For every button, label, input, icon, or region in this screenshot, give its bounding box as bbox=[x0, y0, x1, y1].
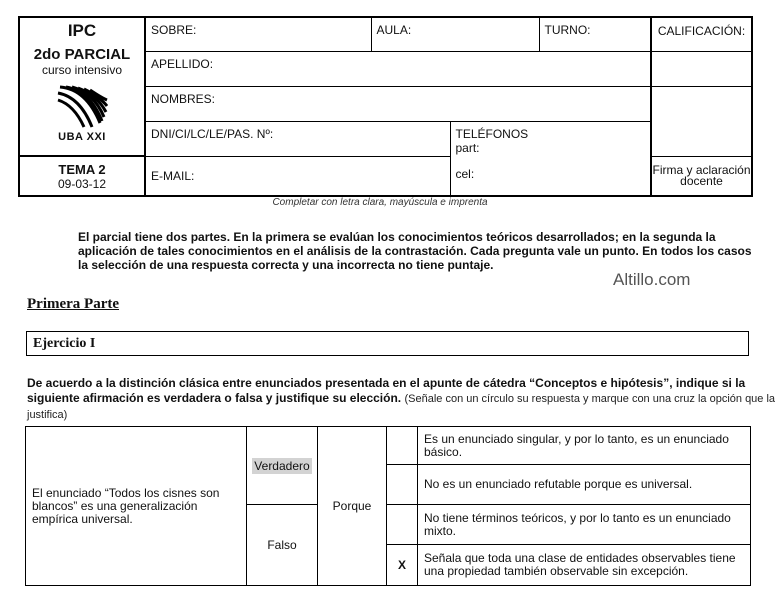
option-3-mark[interactable] bbox=[387, 505, 418, 544]
option-4-text: Señala que toda una clase de entidades observables tiene una propiedad también observable sin excepción. bbox=[418, 544, 751, 585]
firma-label: Firma y aclaración docente bbox=[651, 156, 752, 196]
option-3-text: No tiene términos teóricos, y por lo tanto es un enunciado mixto. bbox=[418, 505, 751, 544]
nombres-field[interactable]: NOMBRES: bbox=[145, 86, 651, 121]
verdadero-label: Verdadero bbox=[254, 458, 310, 473]
falso-option[interactable] bbox=[247, 505, 318, 586]
ipc-block bbox=[19, 17, 145, 156]
watermark: Altillo.com bbox=[613, 270, 691, 289]
calificacion-box[interactable] bbox=[651, 51, 752, 86]
header-form bbox=[18, 16, 753, 197]
apellido-field[interactable]: APELLIDO: bbox=[145, 51, 651, 86]
telefonos-field[interactable] bbox=[450, 121, 651, 196]
question-table bbox=[25, 426, 751, 586]
tema-label: TEMA 2 bbox=[58, 161, 106, 177]
email-field[interactable]: E-MAIL: bbox=[145, 156, 450, 196]
part-label: part: bbox=[455, 140, 480, 155]
fecha-label: 09-03-12 bbox=[57, 176, 107, 191]
ipc-title: IPC bbox=[67, 21, 97, 40]
exercise-box bbox=[26, 331, 749, 356]
form-hint: Completar con letra clara, mayúscula e imprenta bbox=[272, 197, 488, 208]
consigna-instruction: (Señale con un círculo su respuesta y marque con una cruz la opción que la justifica) bbox=[27, 393, 776, 421]
curso-label: curso intensivo bbox=[41, 63, 123, 77]
option-1-mark[interactable] bbox=[387, 427, 418, 465]
consigna-text: De acuerdo a la distinción clásica entre enunciados presentada en el apunte de cátedra “Conceptos e hipótesis”, indique si la siguiente afirmación es verdadera o falsa y justifique su elección. bbox=[27, 376, 746, 405]
uba-logo-icon bbox=[56, 83, 108, 129]
section-title: Primera Parte bbox=[27, 296, 120, 312]
option-2-text: No es un enunciado refutable porque es universal. bbox=[418, 465, 751, 505]
exercise-title: Ejercicio I bbox=[33, 336, 96, 351]
consigna bbox=[27, 376, 779, 423]
tema-block bbox=[19, 156, 145, 196]
porque-label: Porque bbox=[318, 427, 387, 586]
question-statement: El enunciado “Todos los cisnes son blancos” es una generalización empírica universal. bbox=[26, 427, 247, 586]
aula-field[interactable]: AULA: bbox=[371, 17, 539, 51]
option-1-text: Es un enunciado singular, y por lo tanto, es un enunciado básico. bbox=[418, 427, 751, 465]
option-2-mark[interactable] bbox=[387, 465, 418, 505]
option-4-mark[interactable]: X bbox=[387, 544, 418, 585]
sobre-field[interactable]: SOBRE: bbox=[145, 17, 371, 51]
verdadero-option[interactable] bbox=[247, 427, 318, 505]
cel-label: cel: bbox=[455, 166, 475, 181]
uba-logo-text: UBA XXI bbox=[58, 131, 106, 143]
intro-paragraph: El parcial tiene dos partes. En la primera se evalúan los conocimientos teóricos desarrollados; en la segunda la aplicación de tales conocimientos en el análisis de la contrastación. Cada pregunta vale un punto. En todos los casos la selección de una respuesta correcta y una incorrecta no tiene puntaje. bbox=[78, 230, 752, 272]
falso-label: Falso bbox=[267, 538, 297, 553]
telefonos-label: TELÉFONOS bbox=[455, 126, 529, 141]
dni-field[interactable]: DNI/CI/LC/LE/PAS. Nº: bbox=[145, 121, 450, 156]
turno-field[interactable]: TURNO: bbox=[539, 17, 651, 51]
calificacion-label: CALIFICACIÓN: bbox=[651, 17, 752, 51]
parcial-title: 2do PARCIAL bbox=[33, 46, 131, 63]
calificacion-box-2[interactable] bbox=[651, 86, 752, 156]
